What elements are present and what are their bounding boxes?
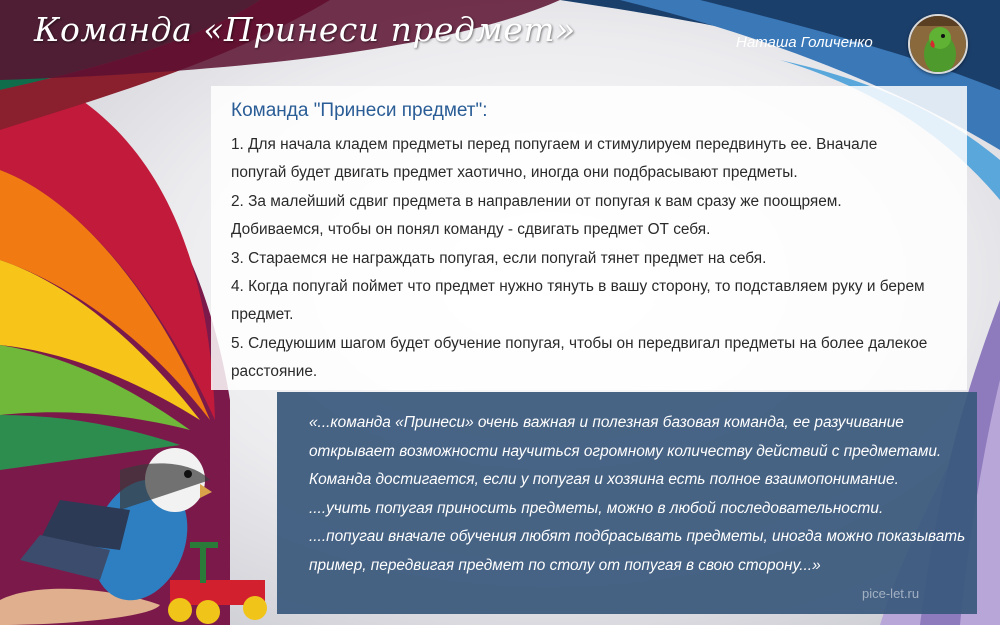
page-title: Команда «Принеси предмет» [34,10,576,49]
avatar [908,14,968,74]
content-heading: Команда "Принеси предмет": [231,100,488,121]
step-item: 1. Для начала кладем предметы перед попугаем и стимулируем передвинуть ее. Вначале попугай будет двигать предмет хаотично, иногда они подбрасывают предметы. [231,136,878,182]
quote-text [309,409,973,580]
step-item: 3. Стараемся не награждать попугая, если попугай тянет предмет на себя. [231,249,767,267]
step-item: 5. Следуюшим шагом будет обучение попугая, чтобы он передвигал предметы на более далекое расстояние. [231,334,928,381]
quote-paragraph: «...команда «Принеси» очень важная и полезная базовая команда, ее разучивание открывает возможности научиться огромному количеству действий с предметами. Команда достигается, если у попугая и хозяина есть полное взаимопонимание. [309,414,942,488]
content-panel [211,86,967,390]
steps-list [231,131,931,387]
budgie-on-hand-illustration [0,440,280,625]
watermark: pice-let.ru [862,586,920,601]
author-name: Наташа Голиченко [736,34,873,51]
quote-paragraph: ....попугаи вначале обучения любят подбрасывать предметы, иногда можно показывать пример, передвигая предмет по столу от попугая в свою сторону...» [309,528,966,574]
step-item: 2. За малейший сдвиг предмета в направлении от попугая к вам сразу же поощряем. Добиваемся, чтобы он понял команду - сдвигать предмет ОТ себя. [231,192,842,239]
parrot-avatar-icon [910,16,966,72]
quote-panel [277,392,977,614]
quote-paragraph: ....учить попугая приносить предметы, можно в любой последовательности. [309,499,884,517]
step-item: 4. Когда попугай поймет что предмет нужно тянуть в вашу сторону, то подставляем руку и берем предмет. [231,278,925,324]
